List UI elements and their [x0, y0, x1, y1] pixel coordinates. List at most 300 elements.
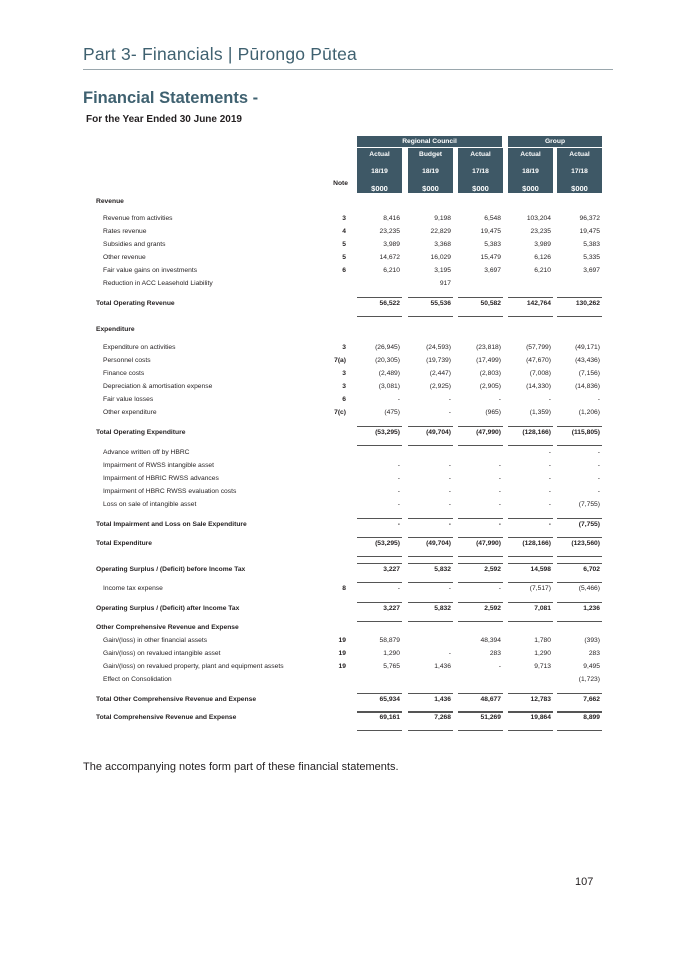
total-row [0, 297, 675, 310]
table-row [0, 277, 675, 290]
row-label: Expenditure [96, 326, 135, 333]
column-header-2 [458, 148, 503, 193]
row-value: (49,171) [575, 344, 600, 351]
row-value: - [498, 396, 501, 403]
total-rule [508, 556, 553, 557]
row-value: 5,383 [484, 241, 501, 248]
table-row [0, 264, 675, 277]
column-header-line: $000 [371, 184, 388, 193]
row-value: (14,330) [526, 383, 551, 390]
row-value: 7,081 [534, 605, 551, 612]
total-rule [557, 297, 602, 298]
row-value: (2,925) [429, 383, 451, 390]
row-value: 283 [489, 650, 501, 657]
table-row [0, 341, 675, 354]
row-value: 3,195 [434, 267, 451, 274]
row-value: 9,713 [534, 663, 551, 670]
column-header-line: Actual [470, 151, 491, 158]
row-value: 1,436 [434, 663, 451, 670]
row-value: (2,905) [479, 383, 501, 390]
total-rule [408, 426, 453, 427]
row-value: (17,499) [476, 357, 501, 364]
row-label: Impairment of HBRC RWSS evaluation costs [103, 488, 237, 495]
row-note: 3 [342, 215, 346, 222]
row-value: 3,697 [484, 267, 501, 274]
total-rule [557, 602, 602, 603]
row-value: 19,475 [480, 228, 501, 235]
row-value: (49,704) [426, 540, 451, 547]
total-rule [458, 556, 503, 557]
row-label: Total Operating Revenue [96, 300, 175, 307]
total-rule [458, 537, 503, 538]
row-value: 22,829 [430, 228, 451, 235]
row-value: - [448, 396, 451, 403]
group-header-0 [357, 136, 502, 147]
row-value: 7,268 [434, 714, 451, 721]
row-value: 5,832 [434, 566, 451, 573]
row-value: (7,156) [578, 370, 600, 377]
row-value: - [597, 488, 600, 495]
column-header-line: Actual [369, 151, 390, 158]
total-rule [508, 693, 553, 694]
total-rule [408, 693, 453, 694]
column-header-line: Actual [520, 151, 541, 158]
table-row [0, 673, 675, 686]
total-rule [458, 730, 503, 731]
row-value: 96,372 [579, 215, 600, 222]
total-rule [357, 518, 402, 519]
table-row [0, 582, 675, 595]
row-label: Impairment of HBRIC RWSS advances [103, 475, 219, 482]
total-rule [357, 730, 402, 731]
row-label: Total Comprehensive Revenue and Expense [96, 714, 237, 721]
column-header-line: 18/19 [422, 168, 439, 175]
row-value: 14,598 [530, 566, 551, 573]
row-label: Loss on sale of intangible asset [103, 501, 197, 508]
row-value: - [397, 488, 400, 495]
row-value: (128,166) [522, 540, 551, 547]
total-rule [357, 602, 402, 603]
table-row [0, 647, 675, 660]
row-value: (23,818) [476, 344, 501, 351]
total-rule [408, 602, 453, 603]
row-value: (475) [384, 409, 400, 416]
row-value: 5,765 [383, 663, 400, 670]
section-heading [0, 621, 675, 634]
row-value: 14,672 [379, 254, 400, 261]
row-value: 48,394 [480, 637, 501, 644]
table-row [0, 238, 675, 251]
row-value: (7,755) [578, 521, 600, 528]
table-row [0, 393, 675, 406]
table-row [0, 472, 675, 485]
section-heading [0, 195, 675, 208]
total-rule [408, 518, 453, 519]
row-value: 3,989 [534, 241, 551, 248]
row-label: Revenue from activities [103, 215, 173, 222]
row-label: Other expenditure [103, 409, 157, 416]
total-rule [357, 563, 402, 564]
group-header-1 [508, 136, 602, 147]
table-row [0, 225, 675, 238]
row-value: (115,805) [571, 429, 600, 436]
row-label: Finance costs [103, 370, 145, 377]
section-title: Part 3- Financials | Pūrongo Pūtea [83, 44, 357, 64]
row-note: 7(a) [334, 357, 346, 364]
row-value: - [597, 462, 600, 469]
row-value: - [448, 475, 451, 482]
row-label: Advance written off by HBRC [103, 449, 190, 456]
row-value: 1,290 [534, 650, 551, 657]
row-note: 6 [342, 267, 346, 274]
row-value: (2,803) [479, 370, 501, 377]
document-title: Financial Statements - [83, 89, 259, 107]
row-note: 19 [338, 650, 346, 657]
total-rule [557, 730, 602, 731]
total-rule [508, 537, 553, 538]
row-value: - [448, 409, 451, 416]
column-header-line: 18/19 [522, 168, 539, 175]
row-value: 3,227 [383, 566, 400, 573]
row-note: 3 [342, 383, 346, 390]
row-value: (57,799) [526, 344, 551, 351]
row-value: (393) [584, 637, 600, 644]
header-divider [83, 69, 613, 70]
row-note: 5 [342, 241, 346, 248]
section-heading [0, 323, 675, 336]
total-rule [357, 537, 402, 538]
total-rule [508, 426, 553, 427]
total-row [0, 711, 675, 724]
row-value: - [448, 521, 451, 528]
column-header-line: 18/19 [371, 168, 388, 175]
total-rule [408, 711, 453, 712]
total-rule [357, 693, 402, 694]
column-header-4 [557, 148, 602, 193]
row-label: Total Expenditure [96, 540, 152, 547]
column-header-line: $000 [571, 184, 588, 193]
total-rule [408, 537, 453, 538]
total-row [0, 537, 675, 550]
row-value: - [597, 449, 600, 456]
row-value: - [498, 501, 501, 508]
row-value: (24,593) [426, 344, 451, 351]
row-value: 19,475 [579, 228, 600, 235]
row-value: 58,879 [379, 637, 400, 644]
row-value: (53,295) [375, 429, 400, 436]
row-value: - [397, 475, 400, 482]
row-label: Reduction in ACC Leasehold Liability [103, 280, 213, 287]
row-label: Gain/(loss) on revalued property, plant and equipment assets [103, 663, 284, 670]
row-value: - [498, 488, 501, 495]
row-label: Impairment of RWSS intangible asset [103, 462, 215, 469]
table-row [0, 485, 675, 498]
row-note: 3 [342, 344, 346, 351]
row-label: Total Other Comprehensive Revenue and Expense [96, 696, 257, 703]
column-header-line: 17/18 [472, 168, 489, 175]
row-value: (1,359) [529, 409, 551, 416]
total-rule [557, 316, 602, 317]
row-value: 1,780 [534, 637, 551, 644]
total-row [0, 602, 675, 615]
total-rule [458, 693, 503, 694]
row-value: - [448, 650, 451, 657]
row-value: - [448, 462, 451, 469]
row-value: (2,489) [378, 370, 400, 377]
table-row [0, 212, 675, 225]
total-rule [508, 730, 553, 731]
row-value: - [397, 396, 400, 403]
row-value: 3,697 [583, 267, 600, 274]
row-value: 69,161 [379, 714, 400, 721]
row-label: Operating Surplus / (Deficit) after Income Tax [96, 605, 240, 612]
row-value: (965) [485, 409, 501, 416]
table-row [0, 380, 675, 393]
row-label: Subsidies and grants [103, 241, 166, 248]
row-label: Other revenue [103, 254, 146, 261]
row-value: - [498, 663, 501, 670]
row-value: 6,210 [534, 267, 551, 274]
total-rule [357, 297, 402, 298]
row-value: - [397, 501, 400, 508]
total-rule [408, 730, 453, 731]
column-header-line: $000 [472, 184, 489, 193]
row-value: (53,295) [375, 540, 400, 547]
row-value: 3,368 [434, 241, 451, 248]
row-value: 55,536 [430, 300, 451, 307]
table-row [0, 406, 675, 419]
row-value: - [498, 585, 501, 592]
row-label: Total Impairment and Loss on Sale Expenditure [96, 521, 247, 528]
row-label: Gain/(loss) in other financial assets [103, 637, 208, 644]
row-value: (14,836) [575, 383, 600, 390]
row-value: 103,204 [526, 215, 551, 222]
note-column-header: Note [333, 180, 348, 187]
row-value: - [548, 488, 551, 495]
table-row [0, 634, 675, 647]
row-value: 51,269 [480, 714, 501, 721]
row-value: 12,783 [530, 696, 551, 703]
row-value: 19,864 [530, 714, 551, 721]
row-value: 16,029 [430, 254, 451, 261]
page-number: 107 [575, 876, 594, 888]
row-value: (7,008) [529, 370, 551, 377]
row-label: Total Operating Expenditure [96, 429, 186, 436]
row-note: 19 [338, 637, 346, 644]
row-value: 142,764 [526, 300, 551, 307]
column-header-3 [508, 148, 553, 193]
row-note: 19 [338, 663, 346, 670]
total-rule [458, 518, 503, 519]
row-value: (7,755) [578, 501, 600, 508]
total-rule [557, 693, 602, 694]
row-value: (123,560) [571, 540, 600, 547]
total-rule [508, 316, 553, 317]
row-note: 5 [342, 254, 346, 261]
row-value: (5,466) [578, 585, 600, 592]
row-label: Operating Surplus / (Deficit) before Income Tax [96, 566, 246, 573]
table-row [0, 498, 675, 511]
total-rule [408, 556, 453, 557]
column-header-line: Budget [418, 151, 443, 158]
row-value: 65,934 [379, 696, 400, 703]
footer-note: The accompanying notes form part of these financial statements. [83, 761, 399, 773]
column-header-0 [357, 148, 402, 193]
row-value: 6,210 [383, 267, 400, 274]
total-rule [408, 563, 453, 564]
group-header-label: Group [544, 138, 566, 145]
total-rule [458, 711, 503, 712]
total-rule [458, 297, 503, 298]
table-row [0, 354, 675, 367]
total-rule [458, 426, 503, 427]
row-note: 7(c) [334, 409, 346, 416]
row-value: 130,262 [575, 300, 600, 307]
group-header-label: Regional Council [402, 138, 457, 145]
total-row [0, 693, 675, 706]
row-value: (1,723) [578, 676, 600, 683]
total-rule [408, 297, 453, 298]
row-value: (26,945) [375, 344, 400, 351]
row-value: (2,447) [429, 370, 451, 377]
row-value: - [498, 475, 501, 482]
row-label: Fair value losses [103, 396, 154, 403]
row-value: 6,126 [534, 254, 551, 261]
total-rule [508, 518, 553, 519]
row-note: 3 [342, 370, 346, 377]
row-label: Rates revenue [103, 228, 147, 235]
column-header-line: Actual [569, 151, 590, 158]
total-rule [357, 316, 402, 317]
row-value: 23,235 [530, 228, 551, 235]
total-row [0, 518, 675, 531]
total-rule [408, 316, 453, 317]
row-value: - [548, 449, 551, 456]
row-label: Revenue [96, 198, 124, 205]
row-value: 3,227 [383, 605, 400, 612]
row-value: - [548, 475, 551, 482]
row-note: 4 [342, 228, 346, 235]
row-value: - [548, 521, 551, 528]
row-value: - [548, 501, 551, 508]
row-value: 917 [439, 280, 451, 287]
table-row [0, 367, 675, 380]
table-row [0, 459, 675, 472]
row-value: - [448, 488, 451, 495]
row-value: 8,899 [583, 714, 600, 721]
row-value: 3,989 [383, 241, 400, 248]
row-value: - [397, 462, 400, 469]
row-value: (7,517) [529, 585, 551, 592]
row-value: 50,582 [480, 300, 501, 307]
row-value: - [548, 396, 551, 403]
row-value: (47,670) [526, 357, 551, 364]
row-value: (47,990) [476, 429, 501, 436]
document-subtitle: For the Year Ended 30 June 2019 [86, 114, 242, 125]
row-label: Other Comprehensive Revenue and Expense [96, 624, 239, 631]
row-value: 8,416 [383, 215, 400, 222]
total-rule [557, 426, 602, 427]
row-value: 1,290 [383, 650, 400, 657]
total-rule [508, 711, 553, 712]
total-rule [557, 556, 602, 557]
row-value: - [597, 396, 600, 403]
total-row [0, 563, 675, 576]
row-value: 48,677 [480, 696, 501, 703]
row-value: - [597, 475, 600, 482]
row-value: 6,548 [484, 215, 501, 222]
row-label: Gain/(loss) on revalued intangible asset [103, 650, 221, 657]
row-value: (1,206) [578, 409, 600, 416]
row-label: Expenditure on activities [103, 344, 176, 351]
row-value: 9,198 [434, 215, 451, 222]
total-rule [458, 602, 503, 603]
table-row [0, 251, 675, 264]
row-value: 15,479 [480, 254, 501, 261]
column-header-line: $000 [522, 184, 539, 193]
total-rule [357, 426, 402, 427]
total-rule [557, 563, 602, 564]
row-value: 283 [588, 650, 600, 657]
row-value: 5,335 [583, 254, 600, 261]
total-row [0, 426, 675, 439]
row-value: 1,436 [434, 696, 451, 703]
row-value: 1,236 [583, 605, 600, 612]
table-row [0, 446, 675, 459]
row-value: (47,990) [476, 540, 501, 547]
total-rule [508, 297, 553, 298]
row-value: 2,592 [484, 566, 501, 573]
row-value: (20,305) [375, 357, 400, 364]
row-value: 56,522 [379, 300, 400, 307]
row-value: 5,383 [583, 241, 600, 248]
row-value: 6,702 [583, 566, 600, 573]
row-label: Income tax expense [103, 585, 163, 592]
row-value: (49,704) [426, 429, 451, 436]
column-header-1 [408, 148, 453, 193]
row-value: 9,495 [583, 663, 600, 670]
row-value: - [548, 462, 551, 469]
row-value: (128,166) [522, 429, 551, 436]
column-header-line: $000 [422, 184, 439, 193]
row-value: - [397, 585, 400, 592]
column-header-line: 17/18 [571, 168, 588, 175]
total-rule [357, 556, 402, 557]
row-label: Fair value gains on investments [103, 267, 198, 274]
table-row [0, 660, 675, 673]
row-value: (43,436) [575, 357, 600, 364]
row-value: 23,235 [379, 228, 400, 235]
total-rule [508, 563, 553, 564]
row-note: 6 [342, 396, 346, 403]
row-value: 5,832 [434, 605, 451, 612]
total-rule [458, 316, 503, 317]
row-label: Depreciation & amortisation expense [103, 383, 213, 390]
row-value: 7,662 [583, 696, 600, 703]
row-value: - [448, 501, 451, 508]
row-value: - [397, 521, 400, 528]
row-value: (3,081) [378, 383, 400, 390]
row-value: - [498, 521, 501, 528]
row-value: - [498, 462, 501, 469]
row-label: Effect on Consolidation [103, 676, 172, 683]
row-value: - [448, 585, 451, 592]
total-rule [357, 711, 402, 712]
row-note: 8 [342, 585, 346, 592]
total-rule [508, 602, 553, 603]
total-rule [557, 518, 602, 519]
row-label: Personnel costs [103, 357, 151, 364]
